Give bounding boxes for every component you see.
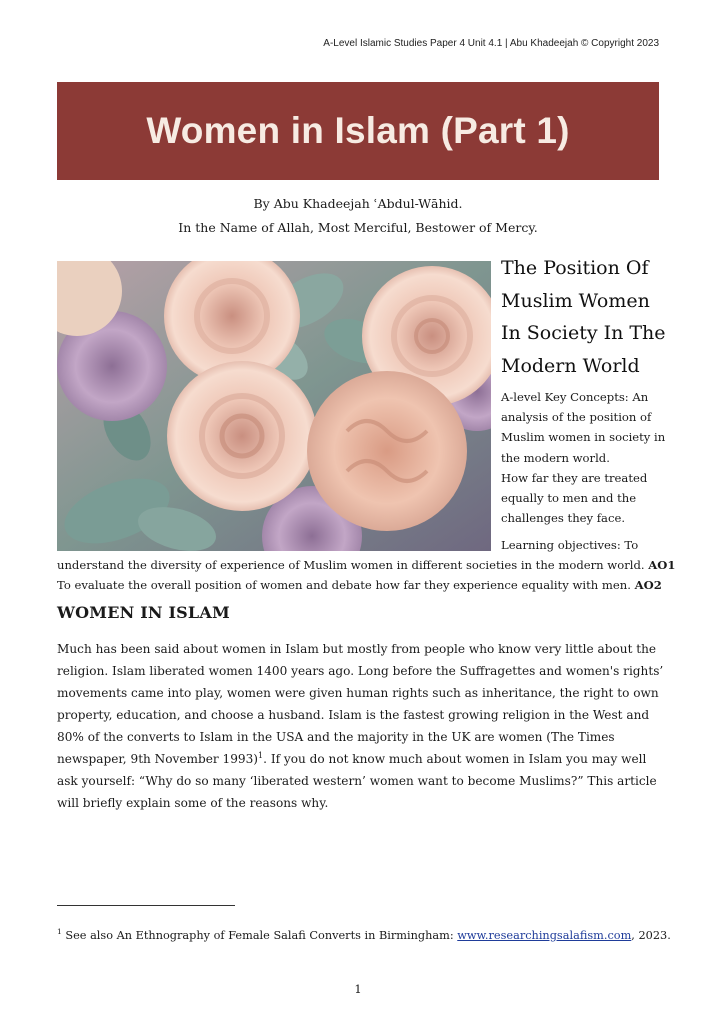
section-side-heading: [501, 252, 671, 382]
objective-text: To evaluate the overall position of women and debate how far they experience equality with men.: [57, 578, 631, 593]
objective-text: understand the diversity of experience of Muslim women in different societies in the modern world.: [57, 558, 645, 572]
key-concepts-line: challenges they face.: [501, 511, 625, 526]
learning-objectives: [57, 555, 676, 595]
body-line: ask yourself: “Why do so many ‘liberated western’ women want to become Muslims?” This article: [57, 774, 657, 788]
body-line: will briefly explain some of the reasons why.: [57, 796, 329, 810]
body-line: movements came into play, women were given human rights such as inheritance, the right to own: [57, 686, 659, 700]
objective-code: AO2: [634, 578, 662, 593]
learning-objectives-intro: Learning objectives: To: [501, 538, 639, 552]
flower-photo: [57, 261, 491, 551]
body-line: religion. Islam liberated women 1400 years ago. Long before the Suffragettes and women's rights’: [57, 664, 664, 678]
side-heading-line: Muslim Women: [501, 289, 650, 312]
body-line: [57, 748, 665, 770]
byline: [0, 192, 716, 240]
body-line: property, education, and choose a husband. Islam is the fastest growing religion in the West and: [57, 708, 650, 722]
body-line: 80% of the converts to Islam in the USA and the majority in the UK are women (The Times: [57, 730, 615, 744]
page-title: Women in Islam (Part 1): [146, 110, 570, 151]
footnote-text: See also An Ethnography of Female Salafi Converts in Birmingham:: [61, 929, 458, 942]
footnote-reference[interactable]: 1: [258, 750, 264, 760]
key-concepts-line: analysis of the position of: [501, 410, 652, 425]
invocation-line: In the Name of Allah, Most Merciful, Bestower of Mercy.: [178, 220, 538, 235]
title-banner: [57, 82, 659, 180]
footnote: [57, 928, 671, 944]
side-heading-line: Modern World: [501, 354, 640, 377]
side-heading-line: In Society In The: [501, 322, 666, 344]
running-header: A-Level Islamic Studies Paper 4 Unit 4.1 | Abu Khadeejah © Copyright 2023: [323, 38, 659, 49]
key-concepts-line: equally to men and the: [501, 491, 637, 506]
footnote-divider: [57, 905, 235, 906]
body-line-text: . If you do not know much about women in Islam you may well: [263, 752, 647, 766]
objective-line: [57, 555, 676, 575]
page-number: 1: [354, 982, 362, 996]
objective-code: AO1: [648, 558, 676, 572]
body-paragraph: [57, 638, 665, 814]
body-line-text: newspaper, 9th November 1993): [57, 752, 259, 766]
side-heading-line: The Position Of: [501, 257, 649, 279]
footnote-marker: 1: [57, 927, 62, 937]
footnote-tail: , 2023.: [631, 929, 671, 942]
author-line: By Abu Khadeejah ʿAbdul-Wāhid.: [253, 196, 463, 211]
body-line: Much has been said about women in Islam but mostly from people who know very little about the: [57, 642, 657, 656]
key-concepts-line: A-level Key Concepts: An: [501, 390, 649, 404]
key-concepts: [501, 387, 666, 528]
key-concepts-line: Muslim women in society in: [501, 430, 666, 445]
footnote-link[interactable]: www.researchingsalafism.com: [457, 929, 632, 942]
section-heading: WOMEN IN ISLAM: [57, 603, 230, 622]
key-concepts-line: How far they are treated: [501, 470, 648, 485]
objective-line: [57, 575, 667, 595]
key-concepts-line: the modern world.: [501, 450, 610, 465]
